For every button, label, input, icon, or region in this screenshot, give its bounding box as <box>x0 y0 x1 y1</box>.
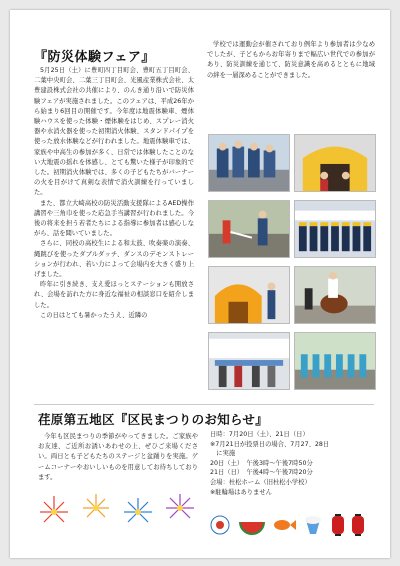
photo-fire-extinguisher <box>208 200 290 258</box>
paragraph: 今年も区民まつりの季節がやってきました。ご家族やお友達、ご近所お誘いあわせの上、ぜひご来場ください。両日とも子どもたちのステージと盆踊りを実施。ゲームコーナーやおいしいものを用意してお待ちしております。 <box>38 433 198 481</box>
paragraph: 学校では運動会が催されており例年より参加者は少なめでしたが、子どもからお年寄りまで幅広い世代での参加があり、防災訓練を通じて、防災意識を高めるとともに地域の絆を一層深めることができました。 <box>207 41 375 79</box>
section-divider <box>34 404 374 405</box>
info-time-day2: 21日（日） 午後4時〜午後7時20分 <box>210 469 313 477</box>
article-body-continuation <box>207 40 375 81</box>
photo-yellow-tent <box>208 266 290 324</box>
lantern-icon <box>332 514 344 536</box>
newsletter-page <box>10 10 390 558</box>
info-date: 日時：7月20日（土）、21日（日） <box>210 431 309 438</box>
paragraph: この日はとても暑かったうえ、近隣の <box>40 311 148 319</box>
article-title-festival: 荏原第五地区『区民まつりのお知らせ』 <box>38 412 269 427</box>
photo-smoke-tent <box>294 134 376 192</box>
photo-firefighters <box>208 134 290 192</box>
photo-dance-group <box>294 332 376 390</box>
info-note-election: ※7月21日が投票日の場合、7月27、28日 <box>210 440 330 448</box>
paragraph: さらに、同校の高校生による和太鼓、吹奏楽の演奏、縄跳びを使ったダブルダッチ、ダンスのデモンストレーションが行われ、若い力によって会場内を大きく盛り上げました。 <box>34 240 194 279</box>
info-time-day1: 20日（土） 午後3時〜午後7時50分 <box>210 459 313 467</box>
photo-grid <box>208 134 376 390</box>
shaved-ice-icon <box>305 516 321 534</box>
info-venue: 会場：杜松ホーム（旧杜松小学校） <box>210 478 311 486</box>
paragraph: また、都立大崎高校の防災活動支援隊によるAED操作講習や三角巾を使った応急手当講習が行われました。今後の将来を担う若者たちによる指導に参加者は感心しながら、話を聞いていました。 <box>34 199 194 238</box>
paragraph: 5月25日（土）に豊町四丁目町会、豊町五丁目町会、二葉中央町会、二葉三丁目町会、光風産業株式会社、太豊建設株式会社の共催により、のんき通り沿いで防災体験フェアが実施されました。このフェアは、平成26年から始まり6回目の開催です。今年度は地震体験車、煙体験ハウスを使った体験・煙体験をはじめ、スプレー消火器や水消火器を使った初期消火体験、スタンドパイプを使った放水体験などが行われました。地震体験車では、家族や中高生の参加が多く、日常では体験したことのない大地震の揺れを体感し、とても驚いた様子が印象的でした。初期消火体験では、多くの子どもたちがバーナーの火を目がけて真剣な表情で消火訓練を行っていました。 <box>34 67 194 197</box>
paragraph: 昨年に引き続き、支え愛ほっとステーションも開放され、会場を訪れた方に身近な福祉の相談窓口を紹介しました。 <box>34 281 194 309</box>
photo-taiko-drum <box>294 266 376 324</box>
info-parking-note: ※駐輪場はありません <box>210 488 272 496</box>
photo-students-group <box>294 200 376 258</box>
article-body-main <box>34 66 194 321</box>
festival-info <box>210 430 380 497</box>
fireworks-illustration <box>34 488 206 532</box>
info-note-election-cont: に実施 <box>210 450 236 458</box>
fan-icon <box>211 516 229 534</box>
article-title-disaster-fair: 『防災体験フェア』 <box>34 50 155 65</box>
photo-welfare-station <box>208 332 290 390</box>
watermelon-icon <box>240 522 264 534</box>
festival-decorations <box>210 510 376 540</box>
lantern-icon <box>352 514 364 536</box>
goldfish-icon <box>274 520 296 530</box>
article-body-festival <box>38 432 198 483</box>
